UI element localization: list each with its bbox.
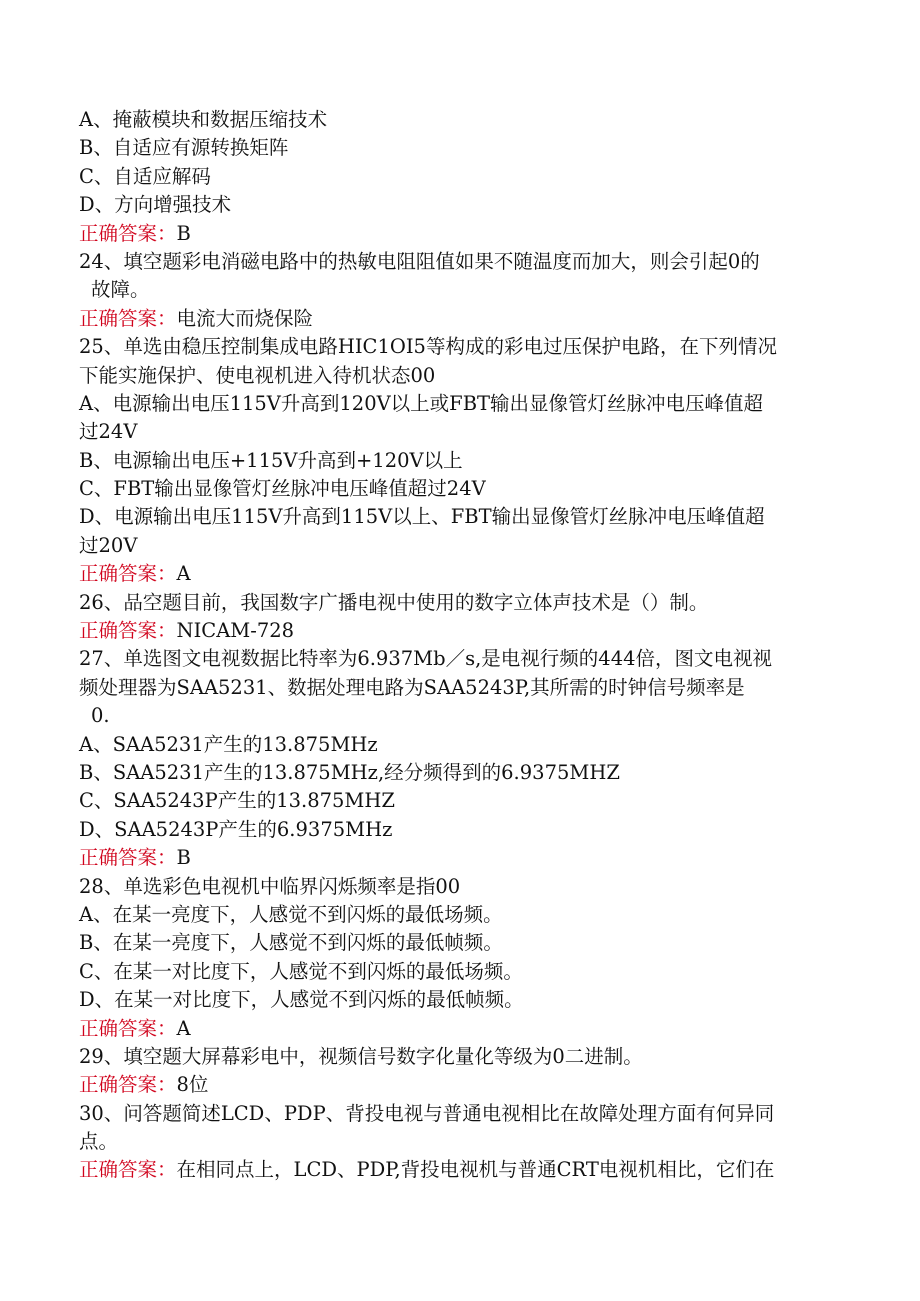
answer-line [79,844,839,872]
text-line: 过20V [79,533,138,557]
text-line: C、SAA5243P产生的13.875MHZ [79,789,395,813]
text-line: 过24V [79,420,138,444]
answer-line [79,220,839,248]
answer-value: NICAM-728 [176,619,295,643]
text-line: B、SAA5231产生的13.875MHz,经分频得到的6.9375MHZ [79,760,620,784]
text-line: 29、填空题大屏幕彩电中，视频信号数字化量化等级为0二进制。 [79,1044,643,1068]
answer-line [79,617,839,645]
text-line: A、SAA5231产生的13.875MHz [79,732,378,756]
answer-value: A [176,1016,191,1040]
answer-label: 正确答案： [79,306,177,330]
text-line: A、电源输出电压115V升高到120V以上或FBT输出显像管灯丝脉冲电压峰值超 [79,391,764,415]
text-line: D、在某一对比度下，人感觉不到闪烁的最低帧频。 [79,988,524,1012]
answer-line [79,1015,839,1043]
text-line: 28、单选彩色电视机中临界闪烁频率是指00 [79,874,461,898]
answer-label: 正确答案： [79,1016,177,1040]
document-page [79,106,839,1185]
answer-label: 正确答案： [79,221,177,245]
text-line: 26、品空题目前，我国数字广播电视中使用的数字立体声技术是（）制。 [79,590,709,614]
text-line: B、电源输出电压+115V升高到+120V以上 [79,448,463,472]
text-line: B、在某一亮度下，人感觉不到闪烁的最低帧频。 [79,931,503,955]
text-line: A、掩蔽模块和数据压缩技术 [79,108,328,131]
text-line: A、在某一亮度下，人感觉不到闪烁的最低场频。 [79,902,503,926]
text-line: 25、单选由稳压控制集成电路HIC1OI5等构成的彩电过压保护电路，在下列情况 [79,335,777,359]
text-line: 27、单选图文电视数据比特率为6.937Mb／s,是电视行频的444倍，图文电视视 [79,647,773,671]
answer-value: 在相同点上，LCD、PDP,背投电视机与普通CRT电视机相比，它们在 [176,1158,775,1182]
text-line: 0. [91,704,110,728]
answer-line [79,1156,839,1184]
text-line: B、自适应有源转换矩阵 [79,136,289,160]
answer-line [79,1071,839,1099]
text-line: 点。 [79,1130,119,1154]
text-line: 下能实施保护、使电视机进入待机状态00 [79,363,436,387]
text-line: C、在某一对比度下，人感觉不到闪烁的最低场频。 [79,959,523,983]
answer-value: B [176,221,191,245]
text-line: 30、问答题简述LCD、PDP、背投电视与普通电视相比在故障处理方面有何异同 [79,1101,775,1125]
answer-label: 正确答案： [79,1158,177,1182]
answer-value: 8位 [176,1073,209,1097]
text-line: D、方向增强技术 [79,193,232,217]
text-line: 故障。 [91,278,150,302]
answer-line [79,305,839,333]
answer-label: 正确答案： [79,619,177,643]
answer-label: 正确答案： [79,1073,177,1097]
answer-line [79,560,839,588]
text-line: C、自适应解码 [79,164,211,188]
answer-label: 正确答案： [79,846,177,870]
text-line: 24、填空题彩电消磁电路中的热敏电阻阻值如果不随温度而加大，则会引起0的 [79,249,760,273]
answer-value: B [176,846,191,870]
answer-value: 电流大而烧保险 [176,306,314,330]
answer-value: A [176,562,191,586]
text-line: D、电源输出电压115V升高到115V以上、FBT输出显像管灯丝脉冲电压峰值超 [79,505,765,529]
answer-label: 正确答案： [79,562,177,586]
text-line: D、SAA5243P产生的6.9375MHz [79,817,393,841]
text-line: 频处理器为SAA5231、数据处理电路为SAA5243P,其所需的时钟信号频率是 [79,675,745,699]
text-line: C、FBT输出显像管灯丝脉冲电压峰值超过24V [79,477,486,501]
